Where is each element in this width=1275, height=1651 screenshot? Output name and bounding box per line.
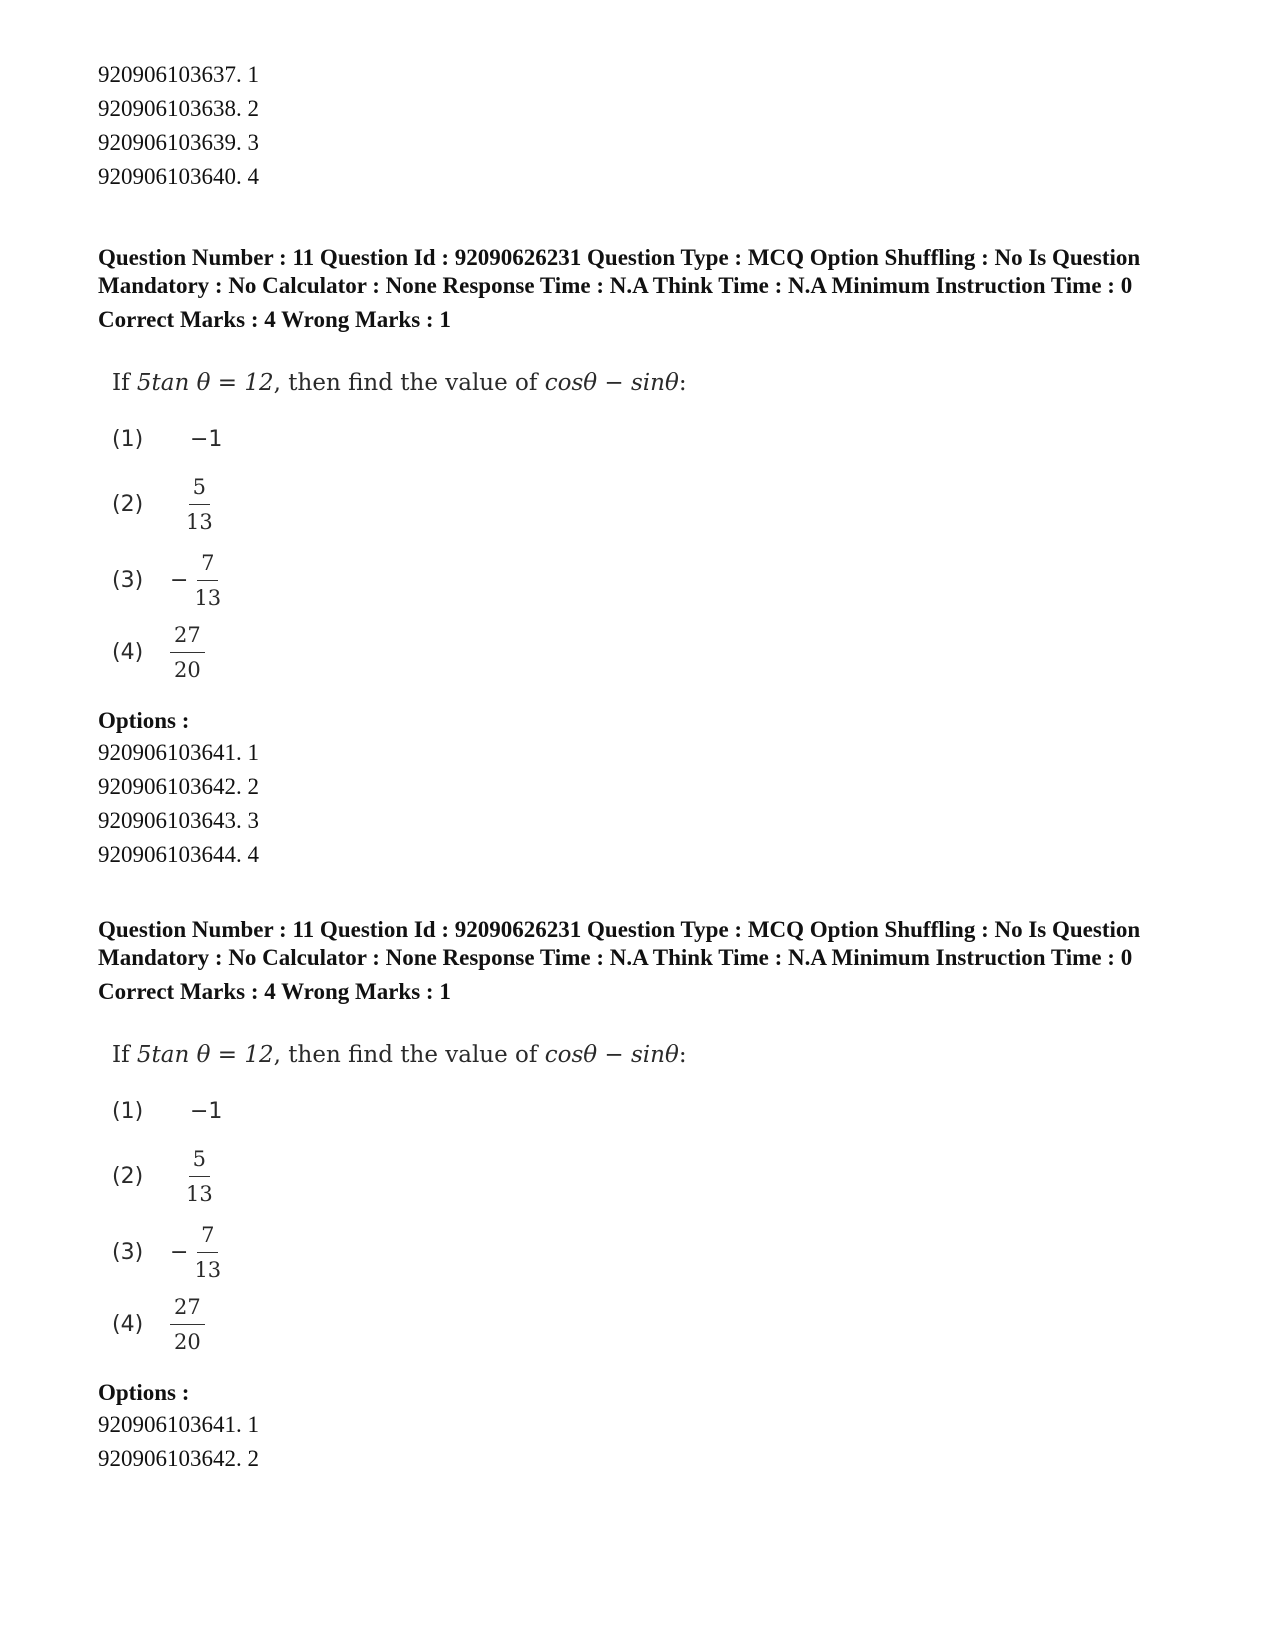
document-page: [98, 58, 1178, 1476]
choice-number: (2): [112, 491, 144, 517]
question-marks: Correct Marks : 4 Wrong Marks : 1: [98, 979, 451, 1004]
stem-equation: 5tan θ = 12: [136, 370, 274, 396]
fraction-numerator: 27: [170, 1292, 205, 1325]
option-id-line: 920906103641. 1: [98, 1412, 259, 1437]
options-list: [98, 736, 1178, 872]
stem-expression: cosθ − sinθ: [544, 1042, 679, 1068]
fraction-denominator: 13: [194, 1257, 222, 1282]
option-id-line: 920906103642. 2: [98, 774, 259, 799]
previous-options-list: [98, 58, 1178, 194]
choice-value: −1: [190, 426, 223, 452]
option-id-line: 920906103644. 4: [98, 842, 259, 867]
option-id-line: 920906103643. 3: [98, 808, 259, 833]
question-stem: [112, 1038, 1178, 1072]
choice-number: (4): [112, 639, 144, 665]
choice-number: (1): [112, 1098, 144, 1124]
choice-number: (1): [112, 426, 144, 452]
fraction-denominator: 13: [186, 509, 213, 534]
question-metadata: Question Number : 11 Question Id : 92090626231 Question Type : MCQ Option Shuffling : No Is Question Mandatory : No Calculator : None Response Time : N.A Think Time : N.A Minimum Instruction Time : 0: [98, 917, 1141, 970]
fraction: [182, 1144, 217, 1209]
stem-middle: , then find the value of: [273, 370, 545, 396]
stem-middle: , then find the value of: [273, 1042, 545, 1068]
stem-suffix: :: [678, 1042, 687, 1068]
answer-choice-3: [112, 1214, 1178, 1290]
minus-sign: −: [170, 567, 189, 593]
negative-fraction: [170, 548, 225, 613]
answer-choice-2: [112, 466, 1178, 542]
fraction-denominator: 13: [194, 585, 222, 610]
question-metadata: Question Number : 11 Question Id : 92090626231 Question Type : MCQ Option Shuffling : No Is Question Mandatory : No Calculator : None Response Time : N.A Think Time : N.A Minimum Instruction Time : 0: [98, 245, 1141, 298]
answer-choice-3: [112, 542, 1178, 618]
option-id-line: 920906103639. 3: [98, 130, 259, 155]
stem-prefix: If: [112, 370, 137, 396]
stem-expression: cosθ − sinθ: [544, 370, 679, 396]
fraction: [190, 548, 225, 613]
choice-number: (3): [112, 567, 144, 593]
fraction-numerator: 5: [189, 472, 210, 505]
fraction-numerator: 7: [197, 548, 218, 581]
question-body: [112, 1038, 1178, 1362]
answer-choice-4: [112, 1286, 1178, 1362]
minus-sign: −: [170, 1239, 189, 1265]
fraction-numerator: 27: [170, 620, 205, 653]
negative-fraction: [170, 1220, 225, 1285]
choice-value: −1: [190, 1098, 223, 1124]
fraction-numerator: 7: [197, 1220, 218, 1253]
answer-choice-1: [112, 416, 1178, 462]
stem-suffix: :: [678, 370, 687, 396]
options-heading: Options :: [98, 708, 190, 733]
fraction: [182, 472, 217, 537]
choice-number: (3): [112, 1239, 144, 1265]
answer-choice-1: [112, 1088, 1178, 1134]
fraction: [170, 1292, 205, 1357]
question-block: [98, 916, 1178, 1476]
option-id-line: 920906103642. 2: [98, 1446, 259, 1471]
fraction-numerator: 5: [189, 1144, 210, 1177]
answer-choice-4: [112, 614, 1178, 690]
option-id-line: 920906103641. 1: [98, 740, 259, 765]
question-stem: [112, 366, 1178, 400]
option-id-line: 920906103640. 4: [98, 164, 259, 189]
choice-number: (2): [112, 1163, 144, 1189]
answer-choice-2: [112, 1138, 1178, 1214]
stem-prefix: If: [112, 1042, 137, 1068]
fraction-denominator: 13: [186, 1181, 213, 1206]
fraction: [190, 1220, 225, 1285]
option-id-line: 920906103637. 1: [98, 62, 259, 87]
stem-equation: 5tan θ = 12: [136, 1042, 274, 1068]
question-block: [98, 244, 1178, 872]
question-body: [112, 366, 1178, 690]
spacer: [98, 872, 1178, 916]
options-heading: Options :: [98, 1380, 190, 1405]
fraction-denominator: 20: [174, 657, 201, 682]
fraction: [170, 620, 205, 685]
choice-number: (4): [112, 1311, 144, 1337]
option-id-line: 920906103638. 2: [98, 96, 259, 121]
options-list: [98, 1408, 1178, 1476]
question-marks: Correct Marks : 4 Wrong Marks : 1: [98, 307, 451, 332]
fraction-denominator: 20: [174, 1329, 201, 1354]
